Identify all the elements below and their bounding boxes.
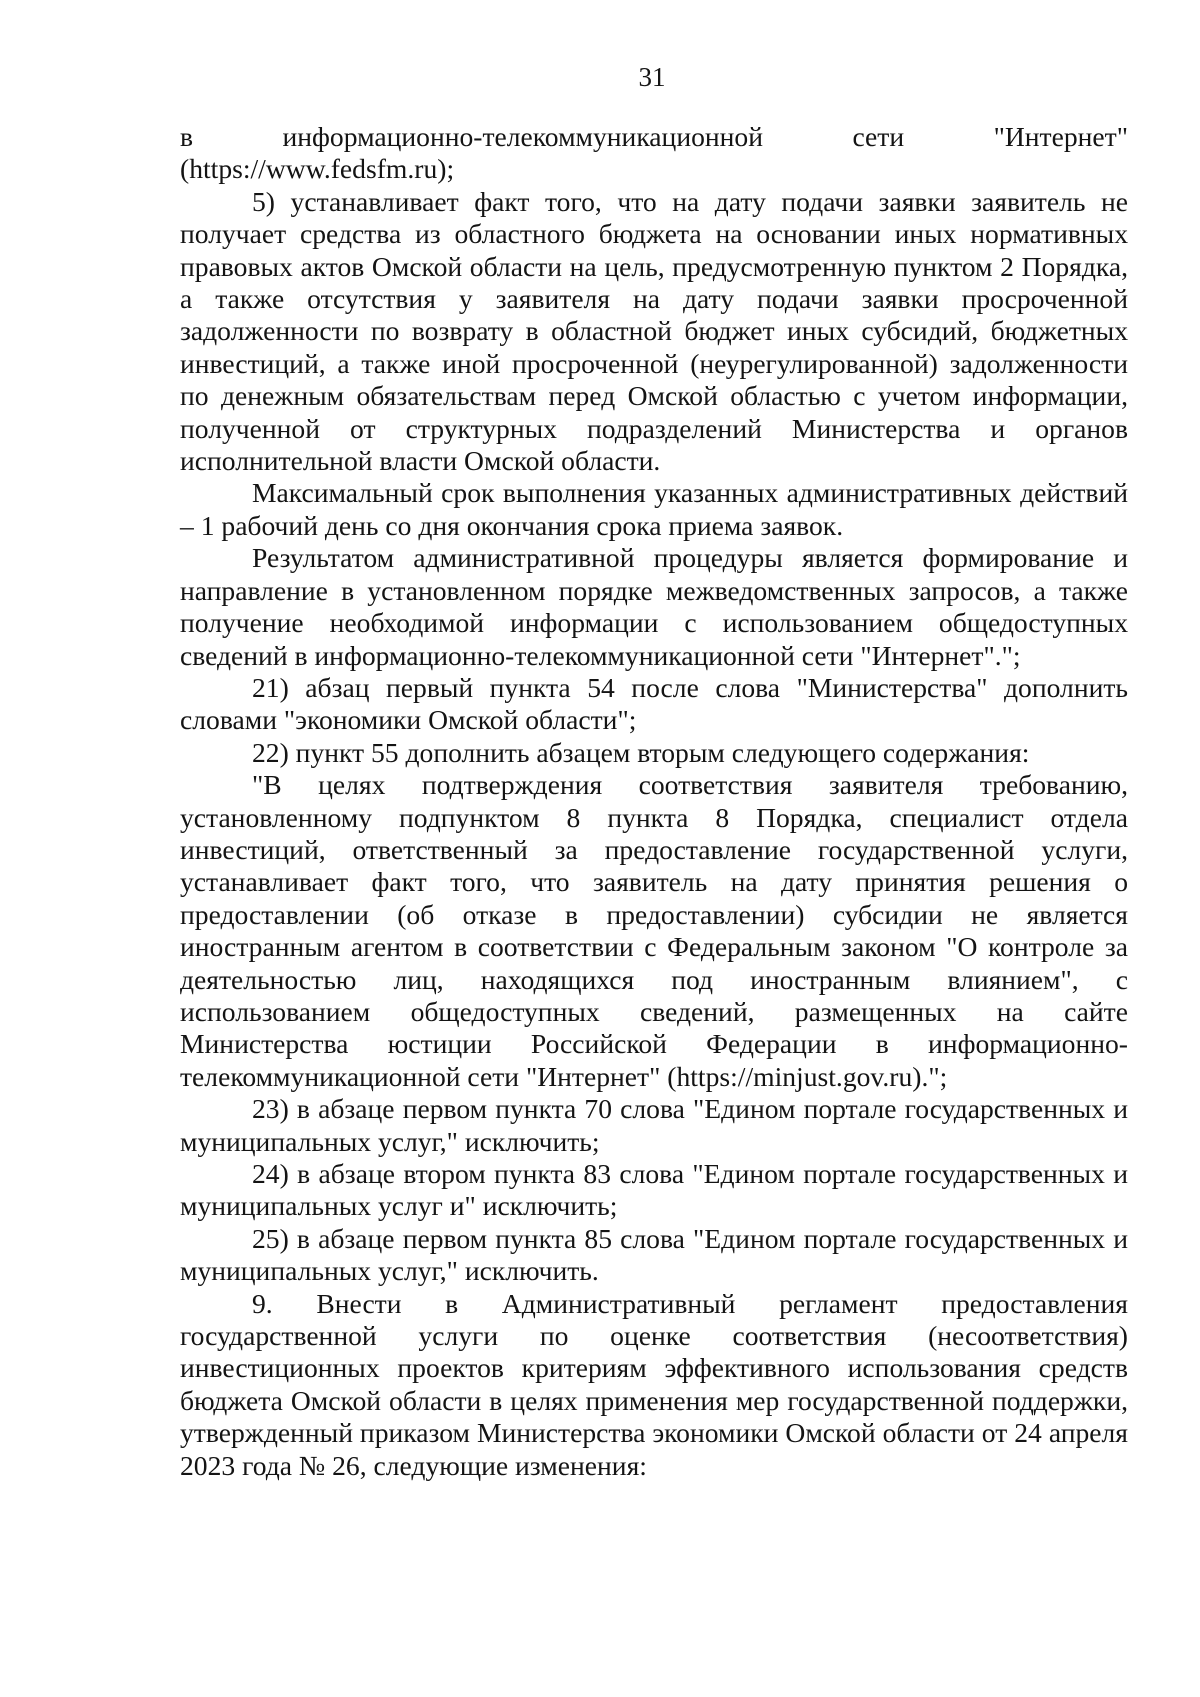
paragraph-item-5: 5) устанавливает факт того, что на дату подачи заявки заявитель не получает средства из областного бюджета на основании иных нормативных правовых актов Омской области на цель, предусмотренную пунктом 2 Порядка, а также отсутствия у заявителя на дату подачи заявки просроченной задолженности по возврату в областной бюджет иных субсидий, бюджетных инвестиций, а также иной просроченной (неурегулированной) задолженности по денежным обязательствам перед Омской областью с учетом информации, полученной от структурных подразделений Министерства и органов исполнительной власти Омской области. — [180, 185, 1128, 477]
paragraph-fedsfm-url: (https://www.fedsfm.ru); — [180, 153, 455, 185]
paragraph-section-9: 9. Внести в Административный регламент предоставления государственной услуги по оценке соответствия (несоответствия) инвестиционных проектов критериям эффективного использования средств бюджета Омской области в целях применения мер государственной поддержки, утвержденный приказом Министерства экономики Омской области от 24 апреля 2023 года № 26, следующие изменения: — [180, 1287, 1128, 1481]
document-body — [180, 121, 1128, 1482]
paragraph-result: Результатом административной процедуры является формирование и направление в установленном порядке межведомственных запросов, а также получение необходимой информации с использованием общедоступных сведений в информационно-телекоммуникационной сети "Интернет"."; — [180, 542, 1128, 671]
page-number: 31 — [638, 62, 666, 92]
paragraph-item-23: 23) в абзаце первом пункта 70 слова "Едином портале государственных и муниципальных услуг," исключить; — [180, 1093, 1128, 1157]
paragraph-max-term: Максимальный срок выполнения указанных административных действий – 1 рабочий день со дня окончания срока приема заявок. — [180, 477, 1128, 541]
paragraph-quote-foreign-agent: "В целях подтверждения соответствия заявителя требованию, установленному подпунктом 8 пункта 8 Порядка, специалист отдела инвестиций, ответственный за предоставление государственной услуги, устанавливает факт того, что заявитель на дату принятия решения о предоставлении (об отказе в предоставлении) субсидии не является иностранным агентом в соответствии с Федеральным законом "О контроле за деятельностью лиц, находящихся под иностранным влиянием", с использованием общедоступных сведений, размещенных на сайте Министерства юстиции Российской Федерации в информационно-телекоммуникационной сети "Интернет" (https://minjust.gov.ru)."; — [180, 769, 1128, 1092]
paragraph-item-24: 24) в абзаце втором пункта 83 слова "Едином портале государственных и муниципальных услуг и" исключить; — [180, 1158, 1128, 1222]
paragraph-item-21: 21) абзац первый пункта 54 после слова "Министерства" дополнить словами "экономики Омской области"; — [180, 671, 1128, 736]
paragraph-internet-line: в информационно-телекоммуникационной сети "Интернет" — [180, 121, 1128, 152]
paragraph-item-25: 25) в абзаце первом пункта 85 слова "Едином портале государственных и муниципальных услуг," исключить. — [180, 1222, 1128, 1287]
paragraph-item-22: 22) пункт 55 дополнить абзацем вторым следующего содержания: — [252, 736, 1030, 768]
